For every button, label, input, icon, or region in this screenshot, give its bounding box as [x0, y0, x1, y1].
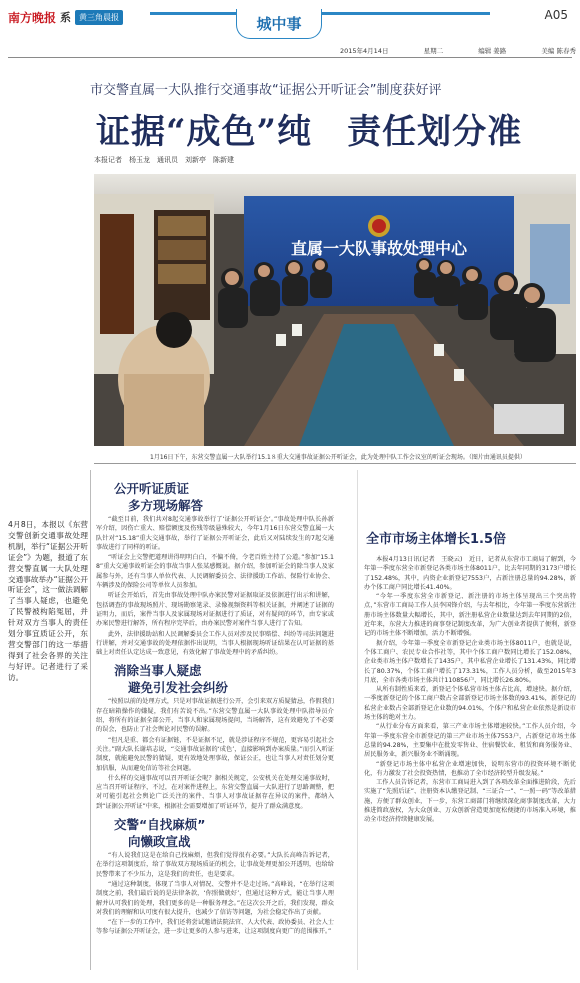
article-headline: 证据“成色”纯 责任划分准	[96, 112, 523, 152]
side-article	[364, 528, 576, 825]
paragraph: 本报4月13日讯(记者 王晓云) 近日，记者从东营市工商局了解到，今年第一季度东营全市新登记各类市场主体8011户，比去年同期的3173户增长了152.48%，其中，内资企业新登记7553户，占新注册总量的94.28%，新办个体工商户同比增长41.40%。	[364, 556, 576, 591]
paragraph: “从行业分布方面来看，第三产业市场主体增速较快。”工作人员介绍，今年第一季度东营全市新登记的第三产业市场主体7553户，占新登记市场主体总量的94.28%，主要集中在批发零售业、住宿餐饮业、租赁和商务服务业、居民服务业，新兴服务业不断涌现。	[364, 723, 576, 759]
brand-name: 南方晚报	[8, 10, 57, 25]
issue-date: 2015年4月14日	[340, 47, 389, 55]
paragraph: “但凡是重、都会有证据链，不是证据不足，就是涉证程序不规范，更容易引起社会关注。”副大队长谢培志说，“交通事故证据的‘成色’，直接影响到办案质量。”而引入听证制度，就能避免民警的猜疑，更有效地处理事故，保证公正，也让当事人对责任划分更加信服，从而避免信访等社会问题。	[96, 736, 334, 772]
issue-weekday: 星期二	[423, 47, 444, 55]
dateline	[340, 46, 576, 55]
column-divider	[90, 470, 91, 970]
article-byline: 本报记者 杨玉龙 通讯员 刘新亭 陈新建	[94, 156, 234, 164]
paragraph: “有人说我们这是在给自己找麻烦，但我们觉得很有必要。”大队长高峰告诉记者，在举行这项制度后，给了事故双方现场质证的机会，让事故处理更加公开透明，也给给民警带来了不少压力，这是我们的责任，也是要求。	[96, 852, 334, 878]
designer-credit: 美编 陈春秀	[541, 47, 576, 55]
section-tab	[236, 9, 322, 39]
paragraph: 什么样的交通事故可以召开听证会呢？据相关规定，公安机关在处理交通事故时，应当召开听证程序，不过，在对案件进程上，东营交警直属一大队进行了思路调整，把对可能引起社会舆论广泛关注的案件、当事人对事故证据存在异议的案件，都纳入到“证据公开听证”中来，根据社会需要增加了听证环节，提升了群众满意度。	[96, 774, 334, 810]
wall-banner: 直属一大队事故处理中心	[290, 239, 468, 258]
paragraph: “截至目前，我们共对8起交通事故举行了‘证据公开听证会’。”事故处理中队长孙新军介绍，因伤亡重大、赔偿额度及伤残等级悬殊较大，今年1月16日东营交警直属一大队针对“15.18”重大交通事故，举行了证据公开听证会，此后又对陆续发生的7起交通事故进行了同样的听证。	[96, 516, 334, 551]
header-divider	[8, 57, 572, 58]
subhead-3b: 向懒政宣战	[128, 834, 191, 850]
section-title: 城中事	[256, 15, 302, 33]
paragraph: “在下一步的工作中，我们还将尝试邀请法院法官、人大代表、政协委员、社会人士等参与证据公开听证会，进一步让更多的人参与进来，让这项制度向更广的范围推开。”	[96, 919, 334, 936]
subhead-2a: 消除当事人疑虑	[114, 663, 202, 679]
news-photo	[94, 174, 576, 446]
intro-column: 4月8日，本报以《东营交警创新交通事故处理机制，举行“证据公开听证会”》为题，报道了东营交警直属一大队处理交通事故举办“证据公开听证会”，这一做法调解了当事人疑虑，也避免了民警被构陷冤屈，并针对双方当事人的责任划分事宜质证公开，东营交警部门的这一举措得到了社会各界的关注与好评。记者进行了采访。	[8, 520, 88, 682]
photo-caption: 1月16日下午，东营交警直属一大队举行15.1８重大交通事故证据公开听证会，此为处理中队工作会议室的听证会现场。（图片由通讯员提供）	[150, 454, 526, 461]
paragraph: “新登记市场主体中私营企业增速加快，说明东营市的投资环境不断优化，有力激发了社会投资热情，也推动了全市经济转型升级发展。”	[364, 760, 576, 777]
meeting-room-illustration	[94, 174, 576, 446]
paragraph: 据介绍，今年第一季度全市新登记企业类市场主体8011户，也就是说，个体工商户、农民专业合作社等，其中个体工商户数同比增长了152.08%，企业类市场主体户数增长了1435户，其中私营企业增长了131.43%，同比增长了80.37%，个体工商户增长了173.31%，工作人员分析，截至2015年3月底，全市各类市场主体共计110856户，同比增长26.80%。	[364, 639, 576, 684]
main-article-body	[96, 480, 334, 937]
subhead-1b: 多方现场解答	[128, 498, 204, 513]
subhead-2b: 避免引发社会纠纷	[128, 680, 229, 696]
paragraph: 此外，法律援助站和人民调解委员会工作人员对涉及民事赔偿、纠纷等司法问题进行讲解，并对交通事故的处理依据作出说明，当事人根据现场听证结果在认可证据的基础上对责任认定达成一致意见，有效化解了事故处理中的矛盾纠纷。	[96, 630, 334, 657]
paragraph: 工作人员告诉记者，东营市工商局进入到了各项改革全面推进阶段，先后实施了“先照后证”、注册资本认缴登记制、“三证合一”、“一照一码”等改革措施，方便了群众创业，下一步，东营工商部门将继续深化商事制度改革，大力推进简政放权，为大众创业、万众创新营造更加宽松便捷的市场准入环境，推动全市经济持续健康发展。	[364, 779, 576, 824]
paragraph: 从所有制性质来看，新登记个体私营市场主体占比高，增速快。据介绍，一季度新登记的个体工商户数占全部新登记市场主体数的93.41%，新登记的私营企业数占全部新登记企业数的94.01%，个体户和私营企业依然是新设市场主体的绝对主力。	[364, 686, 576, 722]
photo-divider	[94, 463, 576, 464]
page-number: A05	[544, 8, 568, 22]
side-article-headline: 全市市场主体增长1.5倍	[366, 532, 507, 547]
paragraph: “通过这种制度，体现了当事人对情况、交警并不是走过场。”高峰说，“在举行这项制度之前，我们最后说的是法律条款，‘你照做就好’，但通过这种方式，能让当事人理解并认可我们的处理，我们更多的是一种服务理念。”在这次公开之后，我们发现，群众对我们的理解和认可度有很大提升，也减少了信访等问题，为社会稳定作出了贡献。	[96, 880, 334, 916]
subhead-1a: 公开听证质证	[114, 481, 190, 496]
article-kicker: 市交警直属一大队推行交通事故“证据公开听证会”制度获好评	[90, 83, 442, 98]
brand-series: 系	[60, 11, 72, 24]
column-divider	[357, 470, 358, 970]
paragraph: “听证会上交警把道理讲得明明白白，不偏不倚，令老百姓主持了公道。”参加“15.18”重大交通事故听证会的事故当事人张某感慨说。据介绍，参加听证会的除当事人及家属参与外，还有当事人单位代表、人民调解委员会、法律援助工作站、保险行业协会、车辆涉及的保险公司等单位人员参加。	[96, 554, 334, 590]
editor-credit: 编辑 姜路	[478, 47, 507, 55]
subhead-3a: 交警“自找麻烦”	[114, 817, 206, 833]
edition-badge: 黄三角晨报	[75, 10, 123, 25]
paragraph: 听证会开始后，首先由事故处理中队办案民警对证据取证及依据进行出示和讲解，包括调查的事故现场照片、现场勘察笔录、录像视频资料等相关证据，并阐述了证据的证明力，而后，案件当事人及家属现场对证据进行了质证，对有疑问的环节，由专家或办案民警进行解答，所有程序完毕后，由办案民警对案件当事人进行了告知。	[96, 592, 334, 628]
masthead-logo	[8, 8, 123, 26]
side-article-body	[364, 555, 576, 825]
paragraph: “今年一季度东营全市新登记、新注册的市场主体呈现出三个突出特点，”东营市工商局工作人员李国锋介绍，与去年相比，今年第一季度东营新注册市场主体数量大幅增长，其中，新注册私营企业数量达到去年同期的2倍，近年来，东营大力推进的商事登记制度改革，为广大创业者提供了便利，新登记的市场主体不断增加，活力不断增强。	[364, 593, 576, 638]
paragraph: “按照以前的处理方式，只是对事故证据进行公开，会引来双方质疑猜忌，作假我们存在暗箱操作的嫌疑，我们有苦说不出。”东营交警直属一大队事故处理中队指导员介绍，将所有的证据全部公开，当事人和家属现场提问，当场解答，这有效避免了不必要的误会，也防止了社会舆论对民警的误解。	[96, 698, 334, 734]
